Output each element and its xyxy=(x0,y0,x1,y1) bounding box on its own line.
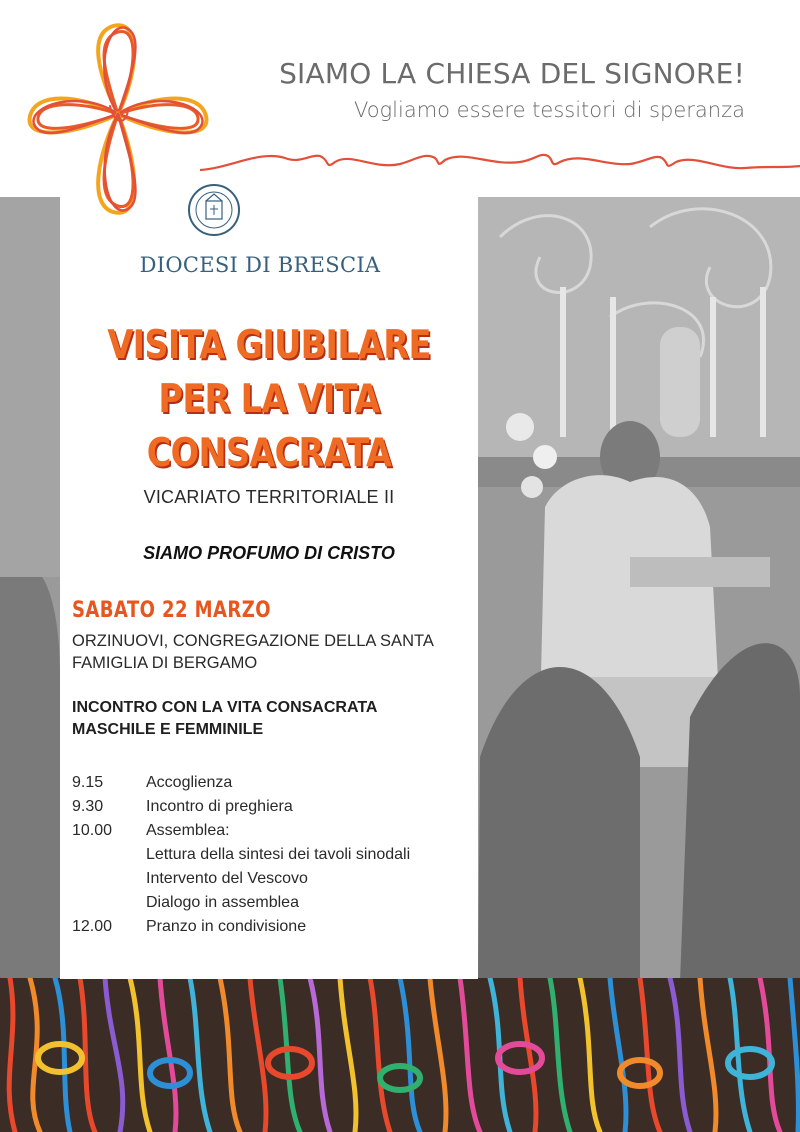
schedule-activity: Incontro di preghiera xyxy=(146,798,293,815)
thread-cross-icon xyxy=(18,14,218,224)
schedule-row xyxy=(72,867,472,891)
event-title-line-1: VISITA GIUBILARE xyxy=(107,323,431,368)
schedule-row xyxy=(72,819,472,843)
event-place: ORZINUOVI, CONGREGAZIONE DELLA SANTA FAMIGLIA DI BERGAMO xyxy=(72,632,433,672)
schedule-row xyxy=(72,915,472,939)
motto-subtitle: Vogliamo essere tessitori di speranza xyxy=(353,98,745,122)
schedule-activity: Intervento del Vescovo xyxy=(146,870,308,887)
schedule-row xyxy=(72,795,472,819)
event-subtitle: VICARIATO TERRITORIALE II xyxy=(143,487,395,507)
colored-threads-loom-photo xyxy=(0,978,800,1132)
schedule-row xyxy=(72,843,472,867)
schedule-activity: Accoglienza xyxy=(146,774,233,791)
event-title-line-2: PER LA VITA xyxy=(158,377,380,422)
schedule-row xyxy=(72,891,472,915)
schedule-time: 10.00 xyxy=(72,822,113,839)
event-date: SABATO 22 MARZO xyxy=(72,598,271,623)
schedule-activity: Dialogo in assemblea xyxy=(146,894,299,911)
schedule-time: 9.30 xyxy=(72,798,104,815)
event-slogan: SIAMO PROFUMO DI CRISTO xyxy=(143,543,395,563)
motto-title: SIAMO LA CHIESA DEL SIGNORE! xyxy=(279,57,745,90)
diocese-name: DIOCESI DI BRESCIA xyxy=(139,253,381,277)
event-title-line-3: CONSACRATA xyxy=(146,431,392,476)
schedule-time: 12.00 xyxy=(72,918,113,935)
schedule-row xyxy=(72,771,472,795)
schedule-activity: Assemblea: xyxy=(146,822,230,839)
event-schedule xyxy=(72,771,472,939)
schedule-activity: Pranzo in condivisione xyxy=(146,918,307,935)
schedule-activity: Lettura della sintesi dei tavoli sinodali xyxy=(146,846,411,863)
schedule-time: 9.15 xyxy=(72,774,104,791)
event-meeting-title: INCONTRO CON LA VITA CONSACRATA MASCHILE E FEMMINILE xyxy=(72,699,377,738)
